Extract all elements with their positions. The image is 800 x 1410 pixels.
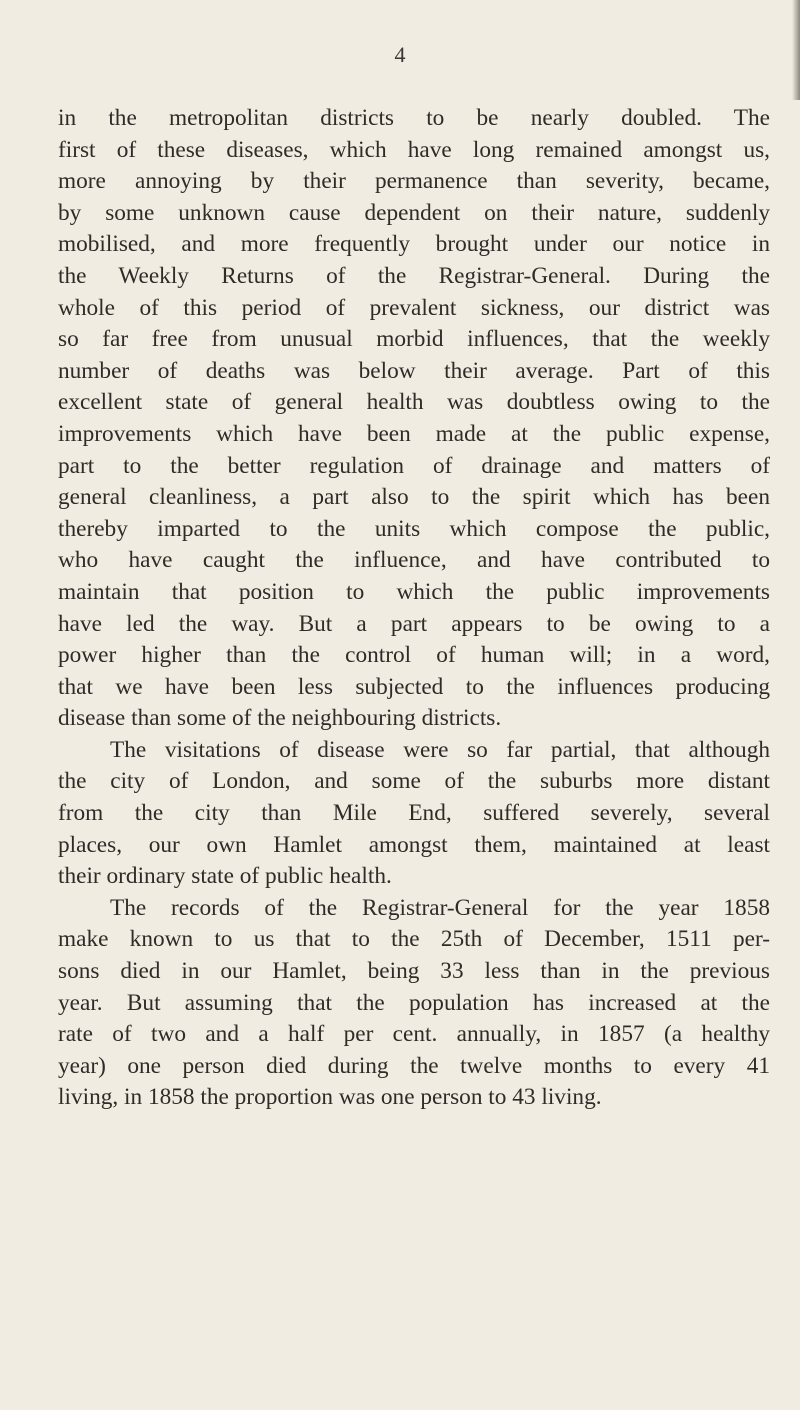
text-line: first of these diseases, which have long remained amongst us, bbox=[58, 136, 770, 163]
text-line: that we have been less subjected to the influences producing bbox=[58, 673, 770, 700]
text-line: The visitations of disease were so far partial, that although bbox=[110, 736, 770, 763]
text-line: mobilised, and more frequently brought under our notice in bbox=[58, 231, 770, 258]
text-line: have led the way. But a part appears to be owing to a bbox=[58, 610, 770, 637]
text-line: more annoying by their permanence than severity, became, bbox=[58, 168, 770, 195]
paragraph-2 bbox=[58, 735, 770, 893]
text-line: power higher than the control of human will; in a word, bbox=[58, 642, 770, 669]
text-line: who have caught the influence, and have contributed to bbox=[58, 547, 770, 574]
text-line: excellent state of general health was doubtless owing to the bbox=[58, 389, 770, 416]
text-line: by some unknown cause dependent on their nature, suddenly bbox=[58, 199, 770, 226]
text-line: sons died in our Hamlet, being 33 less than in the previous bbox=[58, 958, 770, 985]
text-line: disease than some of the neighbouring districts. bbox=[58, 705, 502, 732]
text-line: number of deaths was below their average. Part of this bbox=[58, 357, 770, 384]
text-line: whole of this period of prevalent sickness, our district was bbox=[58, 294, 770, 321]
text-line: improvements which have been made at the public expense, bbox=[58, 420, 770, 447]
text-line: from the city than Mile End, suffered severely, several bbox=[58, 800, 770, 827]
text-line: make known to us that to the 25th of December, 1511 per- bbox=[58, 926, 770, 953]
text-line: general cleanliness, a part also to the spirit which has been bbox=[58, 484, 770, 511]
text-line: living, in 1858 the proportion was one person to 43 living. bbox=[58, 1084, 602, 1111]
paragraph-1 bbox=[58, 103, 770, 735]
text-line: maintain that position to which the public improvements bbox=[58, 578, 770, 605]
page-number: 4 bbox=[394, 42, 406, 67]
text-line: part to the better regulation of drainage and matters of bbox=[58, 452, 770, 479]
text-line: rate of two and a half per cent. annually, in 1857 (a healthy bbox=[58, 1021, 770, 1048]
text-line: their ordinary state of public health. bbox=[58, 863, 392, 890]
text-line: the city of London, and some of the suburbs more distant bbox=[58, 768, 770, 795]
text-line: year) one person died during the twelve months to every 41 bbox=[58, 1052, 770, 1079]
text-line: thereby imparted to the units which compose the public, bbox=[58, 515, 770, 542]
text-line: in the metropolitan districts to be nearly doubled. The bbox=[58, 105, 770, 131]
text-line: the Weekly Returns of the Registrar-General. During the bbox=[58, 262, 770, 289]
text-line: places, our own Hamlet amongst them, maintained at least bbox=[58, 831, 770, 858]
text-line: year. But assuming that the population has increased at the bbox=[58, 989, 770, 1016]
body-text bbox=[58, 103, 770, 1114]
text-line: The records of the Registrar-General for the year 1858 bbox=[110, 894, 770, 921]
paragraph-3 bbox=[58, 893, 770, 1114]
text-line: so far free from unusual morbid influences, that the weekly bbox=[58, 326, 770, 353]
